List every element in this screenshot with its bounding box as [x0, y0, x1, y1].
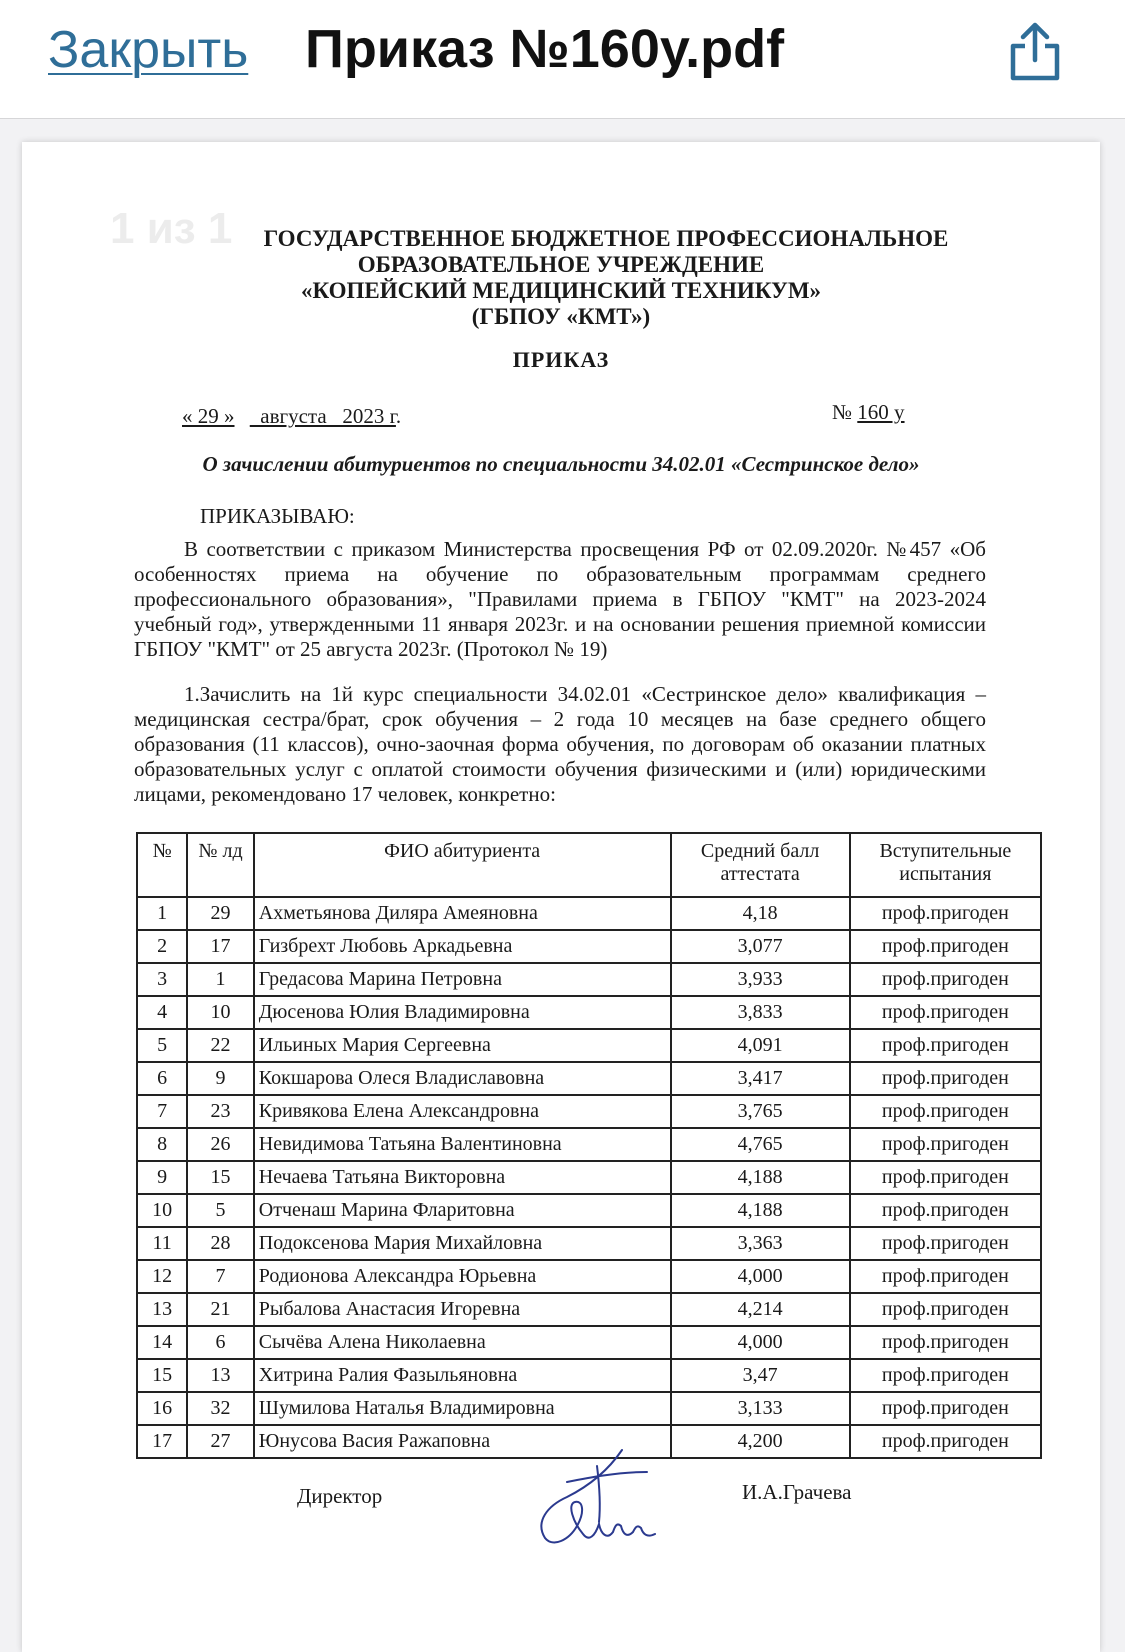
- org-line: «КОПЕЙСКИЙ МЕДИЦИНСКИЙ ТЕХНИКУМ»: [300, 278, 822, 303]
- table-row: [137, 1392, 1041, 1425]
- average-grade: 4,765: [671, 1128, 850, 1161]
- org-line: ГОСУДАРСТВЕННОЕ БЮДЖЕТНОЕ ПРОФЕССИОНАЛЬНОЕ: [263, 226, 949, 251]
- average-grade: 4,18: [671, 897, 850, 930]
- average-grade: 3,933: [671, 963, 850, 996]
- average-grade: 4,188: [671, 1194, 850, 1227]
- file-number: 22: [187, 1029, 253, 1062]
- table-row: [137, 1227, 1041, 1260]
- entrance-result: проф.пригоден: [850, 963, 1041, 996]
- organization-heading: [22, 226, 1100, 330]
- file-number: 9: [187, 1062, 253, 1095]
- applicant-name: Кокшарова Олеся Владиславовна: [254, 1062, 671, 1095]
- number-prefix: №: [832, 400, 858, 424]
- column-header: Средний балл аттестата: [671, 833, 850, 897]
- file-number: 27: [187, 1425, 253, 1458]
- page-indicator: 1 из 1: [110, 204, 233, 253]
- average-grade: 3,077: [671, 930, 850, 963]
- table-row: [137, 1194, 1041, 1227]
- average-grade: 4,200: [671, 1425, 850, 1458]
- pdf-page: [22, 142, 1100, 1652]
- date-day: « 29 »: [182, 404, 235, 428]
- applicants-table: [136, 832, 1042, 1459]
- file-number: 7: [187, 1260, 253, 1293]
- file-number: 17: [187, 930, 253, 963]
- entrance-result: проф.пригоден: [850, 1161, 1041, 1194]
- preamble-paragraph: В соответствии с приказом Министерства просвещения РФ от 02.09.2020г. №457 «Об особенностях приема на обучение по образовательным программам среднего профессионального образования», "Правилами приема в ГБПОУ "КМТ" на 2023-2024 учебный год», утвержденными 11 января 2023г. и на основании решения приемной комиссии ГБПОУ "КМТ" от 25 августа 2023г. (Протокол № 19): [134, 537, 986, 661]
- share-icon: [1005, 20, 1065, 84]
- applicant-name: Подоксенова Мария Михайловна: [254, 1227, 671, 1260]
- signature-image: [527, 1442, 667, 1552]
- order-command: ПРИКАЗЫВАЮ:: [200, 504, 355, 528]
- applicant-name: Нечаева Татьяна Викторовна: [254, 1161, 671, 1194]
- column-header: Вступительные испытания: [850, 833, 1041, 897]
- row-number: 5: [137, 1029, 187, 1062]
- average-grade: 4,214: [671, 1293, 850, 1326]
- average-grade: 4,000: [671, 1326, 850, 1359]
- average-grade: 4,091: [671, 1029, 850, 1062]
- column-header: №: [137, 833, 187, 897]
- column-header: ФИО абитуриента: [254, 833, 671, 897]
- order-title: ПРИКАЗ: [512, 347, 610, 372]
- table-row: [137, 1359, 1041, 1392]
- average-grade: 3,417: [671, 1062, 850, 1095]
- row-number: 7: [137, 1095, 187, 1128]
- number-value: 160 у: [857, 400, 905, 424]
- entrance-result: проф.пригоден: [850, 1095, 1041, 1128]
- table-header-row: [137, 833, 1041, 897]
- row-number: 2: [137, 930, 187, 963]
- entrance-result: проф.пригоден: [850, 930, 1041, 963]
- close-button[interactable]: Закрыть: [48, 21, 249, 79]
- table-row: [137, 1293, 1041, 1326]
- entrance-result: проф.пригоден: [850, 1326, 1041, 1359]
- table-row: [137, 1029, 1041, 1062]
- entrance-result: проф.пригоден: [850, 1062, 1041, 1095]
- entrance-result: проф.пригоден: [850, 1128, 1041, 1161]
- applicant-name: Хитрина Ралия Фазыльяновна: [254, 1359, 671, 1392]
- table-row: [137, 1260, 1041, 1293]
- row-number: 9: [137, 1161, 187, 1194]
- table-row: [137, 1095, 1041, 1128]
- row-number: 11: [137, 1227, 187, 1260]
- table-row: [137, 996, 1041, 1029]
- row-number: 12: [137, 1260, 187, 1293]
- table-row: [137, 1326, 1041, 1359]
- applicant-name: Гредасова Марина Петровна: [254, 963, 671, 996]
- entrance-result: проф.пригоден: [850, 1425, 1041, 1458]
- applicant-name: Шумилова Наталья Владимировна: [254, 1392, 671, 1425]
- order-date: [182, 404, 401, 429]
- applicant-name: Ильиных Мария Сергеевна: [254, 1029, 671, 1062]
- order-number: [832, 400, 905, 425]
- order-subject: О зачислении абитуриентов по специальности 34.02.01 «Сестринское дело»: [202, 452, 920, 476]
- applicant-name: Гизбрехт Любовь Аркадьевна: [254, 930, 671, 963]
- applicant-name: Дюсенова Юлия Владимировна: [254, 996, 671, 1029]
- table-row: [137, 963, 1041, 996]
- file-number: 28: [187, 1227, 253, 1260]
- table-row: [137, 930, 1041, 963]
- applicant-name: Сычёва Алена Николаевна: [254, 1326, 671, 1359]
- file-number: 26: [187, 1128, 253, 1161]
- row-number: 15: [137, 1359, 187, 1392]
- applicant-name: Родионова Александра Юрьевна: [254, 1260, 671, 1293]
- row-number: 17: [137, 1425, 187, 1458]
- applicant-name: Юнусова Васия Ражаповна: [254, 1425, 671, 1458]
- row-number: 6: [137, 1062, 187, 1095]
- director-label: Директор: [297, 1484, 383, 1508]
- entrance-result: проф.пригоден: [850, 996, 1041, 1029]
- file-number: 5: [187, 1194, 253, 1227]
- row-number: 13: [137, 1293, 187, 1326]
- table-row: [137, 1062, 1041, 1095]
- table-row: [137, 1161, 1041, 1194]
- row-number: 16: [137, 1392, 187, 1425]
- applicant-name: Рыбалова Анастасия Игоревна: [254, 1293, 671, 1326]
- average-grade: 3,363: [671, 1227, 850, 1260]
- org-line: (ГБПОУ «КМТ»): [471, 304, 651, 329]
- entrance-result: проф.пригоден: [850, 1194, 1041, 1227]
- file-number: 23: [187, 1095, 253, 1128]
- average-grade: 3,47: [671, 1359, 850, 1392]
- row-number: 10: [137, 1194, 187, 1227]
- average-grade: 3,765: [671, 1095, 850, 1128]
- entrance-result: проф.пригоден: [850, 1293, 1041, 1326]
- applicant-name: Кривякова Елена Александровна: [254, 1095, 671, 1128]
- column-header: № лд: [187, 833, 253, 897]
- enrollment-paragraph: 1.Зачислить на 1й курс специальности 34.02.01 «Сестринское дело» квалификация – медицинская сестра/брат, срок обучения – 2 года 10 месяцев на базе среднего общего образования (11 классов), очно-заочная форма обучения, по договорам об оказании платных образовательных услуг с оплатой стоимости обучения физическими и (или) юридическими лицами, рекомендовано 17 человек, конкретно:: [134, 682, 986, 806]
- date-end: .: [395, 404, 402, 428]
- applicant-name: Отченаш Марина Фларитовна: [254, 1194, 671, 1227]
- average-grade: 4,188: [671, 1161, 850, 1194]
- org-line: ОБРАЗОВАТЕЛЬНОЕ УЧРЕЖДЕНИЕ: [357, 252, 765, 277]
- average-grade: 4,000: [671, 1260, 850, 1293]
- average-grade: 3,133: [671, 1392, 850, 1425]
- row-number: 1: [137, 897, 187, 930]
- file-number: 32: [187, 1392, 253, 1425]
- entrance-result: проф.пригоден: [850, 1359, 1041, 1392]
- entrance-result: проф.пригоден: [850, 1227, 1041, 1260]
- row-number: 8: [137, 1128, 187, 1161]
- row-number: 4: [137, 996, 187, 1029]
- file-number: 15: [187, 1161, 253, 1194]
- table-row: [137, 1128, 1041, 1161]
- entrance-result: проф.пригоден: [850, 1029, 1041, 1062]
- date-month-year: августа 2023 г: [249, 404, 396, 428]
- applicant-name: Невидимова Татьяна Валентиновна: [254, 1128, 671, 1161]
- average-grade: 3,833: [671, 996, 850, 1029]
- file-number: 10: [187, 996, 253, 1029]
- document-file-name: Приказ №160у.pdf: [305, 19, 785, 79]
- table-row: [137, 897, 1041, 930]
- row-number: 14: [137, 1326, 187, 1359]
- viewer-toolbar: [0, 0, 1125, 119]
- file-number: 29: [187, 897, 253, 930]
- entrance-result: проф.пригоден: [850, 1392, 1041, 1425]
- entrance-result: проф.пригоден: [850, 1260, 1041, 1293]
- share-button[interactable]: [1005, 20, 1075, 90]
- file-number: 21: [187, 1293, 253, 1326]
- applicant-name: Ахметьянова Диляра Амеяновна: [254, 897, 671, 930]
- row-number: 3: [137, 963, 187, 996]
- director-name: И.А.Грачева: [742, 1480, 852, 1504]
- file-number: 13: [187, 1359, 253, 1392]
- file-number: 1: [187, 963, 253, 996]
- entrance-result: проф.пригоден: [850, 897, 1041, 930]
- file-number: 6: [187, 1326, 253, 1359]
